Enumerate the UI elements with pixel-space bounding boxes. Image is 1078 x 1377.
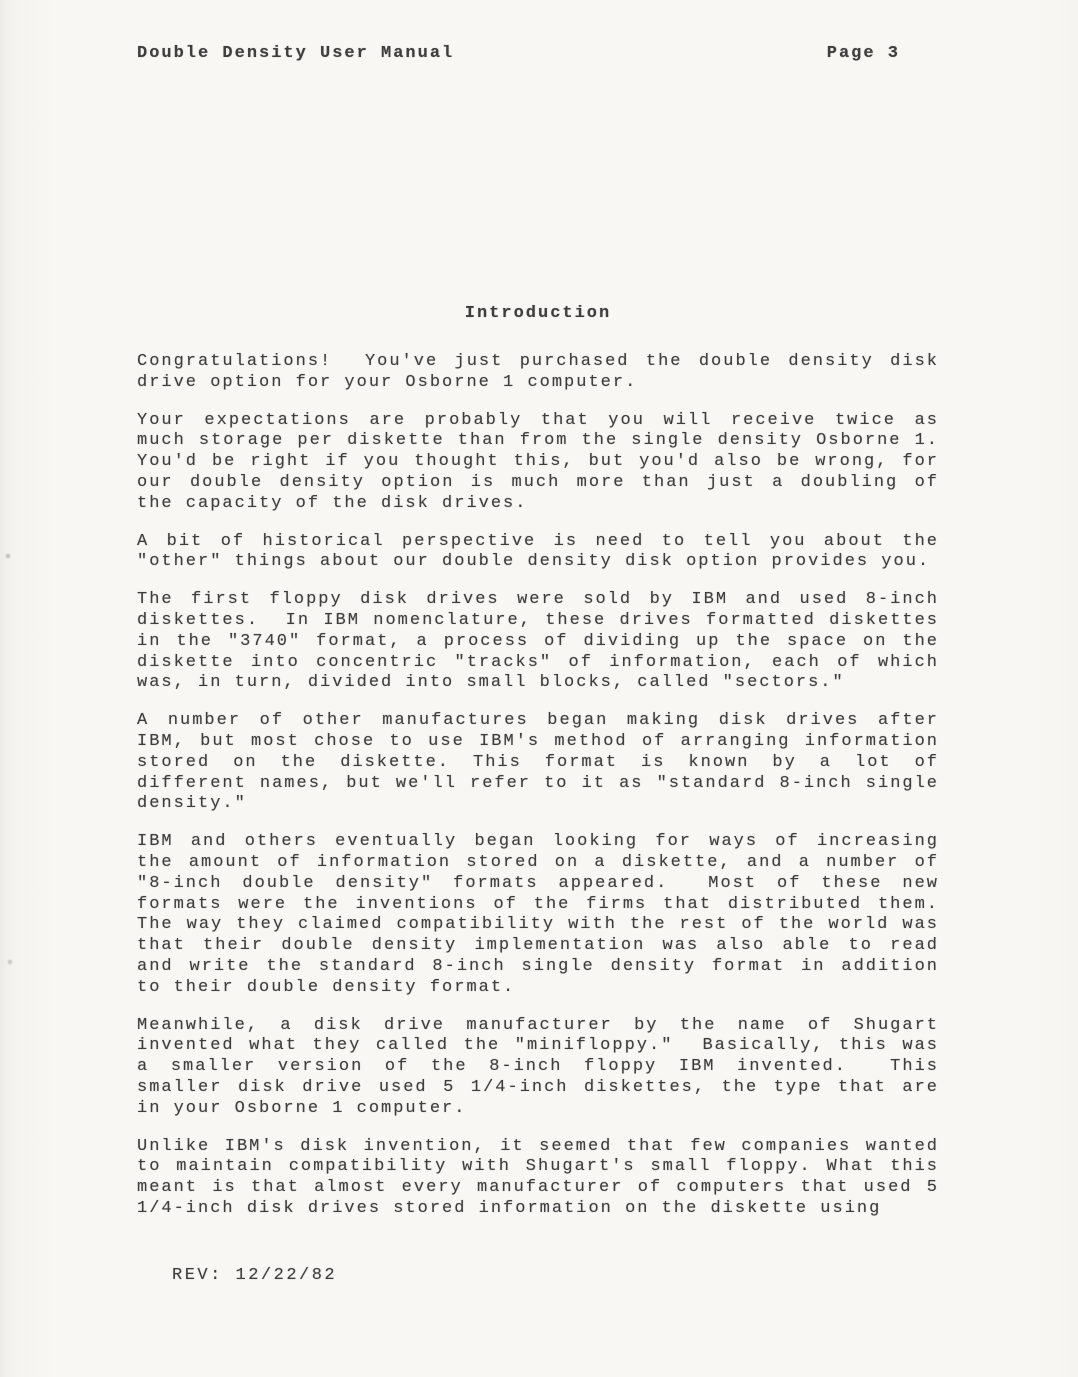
section-heading: Introduction xyxy=(464,304,612,323)
paragraph-first-floppy-drives: The first floppy disk drives were sold by IBM and used 8-inch diskettes. In IBM nomenclature, these drives formatted diskettes in the "3740" format, a process of dividing up the space on the diskette into concentric "tracks" of information, each of which was, in turn, divided into small blocks, called "sectors." xyxy=(137,590,952,693)
page-number: Page 3 xyxy=(826,44,900,63)
paragraph-shugart-minifloppy: Meanwhile, a disk drive manufacturer by the name of Shugart invented what they called the "minifloppy." Basically, this was a smaller version of the 8-inch floppy IBM invented. This smaller disk drive used 5 1/4-inch diskettes, the type that are in your Osborne 1 computer. xyxy=(137,1015,952,1118)
paragraph-double-density-formats: IBM and others eventually began looking for ways of increasing the amount of information stored on a diskette, and a number of "8-inch double density" formats appeared. Most of these new formats were the inventions of the firms that distributed them. The way they claimed compatibility with the rest of the world was that their double density implementation was also able to read and write the standard 8-inch single density format in addition to their double density format. xyxy=(137,832,952,997)
paragraph-unlike-ibm: Unlike IBM's disk invention, it seemed that few companies wanted to maintain compatibility with Shugart's small floppy. What this meant is that almost every manufacturer of computers that used 5 1/4-inch disk drives stored information on the diskette using xyxy=(137,1136,952,1218)
document-body xyxy=(137,303,952,1237)
paragraph-historical-perspective: A bit of historical perspective is need to tell you about the "other" things about our double density disk option provides you. xyxy=(137,531,952,572)
page-header xyxy=(137,44,900,63)
paragraph-congratulations: Congratulations! You've just purchased the double density disk drive option for your Osborne 1 computer. xyxy=(137,352,952,392)
page-footer xyxy=(172,1266,337,1285)
paragraph-other-manufactures: A number of other manufactures began making disk drives after IBM, but most chose to use IBM's method of arranging information stored on the diskette. This format is known by a lot of different names, but we'll refer to it as "standard 8-inch single density." xyxy=(137,711,952,814)
paragraph-expectations: Your expectations are probably that you will receive twice as much storage per diskette than from the single density Osborne 1. You'd be right if you thought this, but you'd also be wrong, for our double density option is much more than just a doubling of the capacity of the disk drives. xyxy=(137,410,952,513)
revision-date: REV: 12/22/82 xyxy=(172,1266,338,1285)
document-title: Double Density User Manual xyxy=(137,44,455,63)
